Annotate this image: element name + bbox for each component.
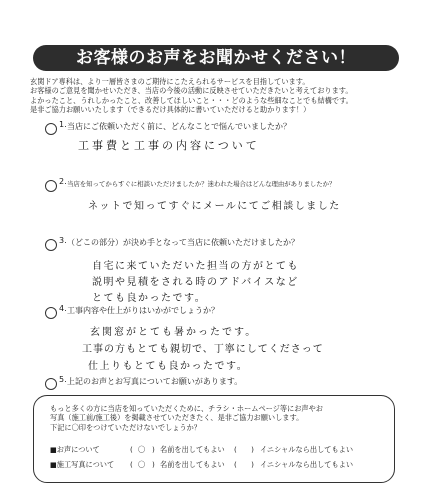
answer-3-line: 説明や見積をされる時のアドバイスなど xyxy=(92,277,299,288)
intro-line: よかったこと、うれしかったこと、改善してほしいこと・・・どのような些細なことでも結構です。 xyxy=(30,95,353,105)
photo-consent-box xyxy=(33,395,395,483)
consent-line: 写真（施工前/施工後）を掲載させていただきたく、是非ご協力お願いします。 xyxy=(50,413,304,423)
option-name: 名前を出してもよい xyxy=(160,460,225,469)
mark-circle: 〇 xyxy=(138,460,146,469)
face-icon xyxy=(45,180,57,192)
option-name: 名前を出してもよい xyxy=(160,445,225,454)
question-text: 工事内容や仕上がりはいかがでしょうか？ xyxy=(67,306,219,315)
answer-3-line: 自宅に来ていただいた担当の方がとても xyxy=(92,261,299,272)
question-number: 1. xyxy=(59,120,67,129)
face-icon xyxy=(45,239,57,251)
option-initial: イニシャルなら出してもよい xyxy=(260,445,354,454)
paren-blank: ( ) xyxy=(234,445,254,454)
intro-line: 是非ご協力お願いいたします（できるだけ具体的に書いていただけると助かります！） xyxy=(30,105,311,115)
option-initial: イニシャルなら出してもよい xyxy=(260,460,354,469)
intro-text xyxy=(30,77,405,115)
face-icon xyxy=(45,307,57,319)
paren-blank: ( ) xyxy=(234,460,254,469)
question-text: 当店にご依頼いただく前に、どんなことで悩んでいましたか？ xyxy=(67,122,291,131)
answer-3-line: とても良かったです。 xyxy=(92,293,207,304)
question-text: 上記のお声とお写真についてお願いがあります。 xyxy=(67,377,243,386)
question-number: 2. xyxy=(59,177,67,186)
answer-4-line: 玄関窓がとても暑かったです。 xyxy=(90,327,258,338)
consent-text xyxy=(50,404,380,432)
intro-line: 玄関ドア専科は、より一層皆さまのご期待にこたえられるサービスを目指しています。 xyxy=(30,77,310,86)
question-number: 3. xyxy=(59,236,67,245)
question-number: 4. xyxy=(59,304,67,313)
paren-close: ) xyxy=(152,460,155,469)
paren-open: ( xyxy=(130,445,133,454)
answer-4-line: 工事の方もとても親切で、丁寧にしてくださって xyxy=(82,344,324,355)
answer-4-line: 仕上りもとても良かったです。 xyxy=(88,361,249,372)
consent-line: 下記に〇印をつけていただけないでしょうか？ xyxy=(50,422,201,432)
consent-line: もっと多くの方に当店を知っていただくために、チラシ・ホームページ等にお声やお xyxy=(50,404,323,413)
row-label: ■施工写真について xyxy=(50,460,115,469)
paren-close: ) xyxy=(152,445,155,454)
face-icon xyxy=(45,123,57,135)
question-number: 5. xyxy=(59,375,67,384)
page-title: お客様のお声をお聞かせください！ xyxy=(33,45,399,71)
face-icon xyxy=(45,378,57,390)
row-label: ■お声について xyxy=(50,445,100,454)
question-text: （どこの部分）が決め手となって当店に依頼いただけましたか？ xyxy=(67,238,299,247)
mark-circle: 〇 xyxy=(138,445,146,454)
intro-line: お客様のご意見を聞かせいただき、当店の今後の活動に反映させていただきたいと考えております。 xyxy=(30,86,353,96)
paren-open: ( xyxy=(130,460,133,469)
answer-1-line: 工事費と工事の内容について xyxy=(78,139,260,152)
question-text: 当店を知ってからすぐに相談いただけましたか？迷われた場合はどんな理由がありましたか？ xyxy=(67,180,336,188)
answer-2-line: ネットで知ってすぐにメールにてご相談しました xyxy=(88,201,341,212)
